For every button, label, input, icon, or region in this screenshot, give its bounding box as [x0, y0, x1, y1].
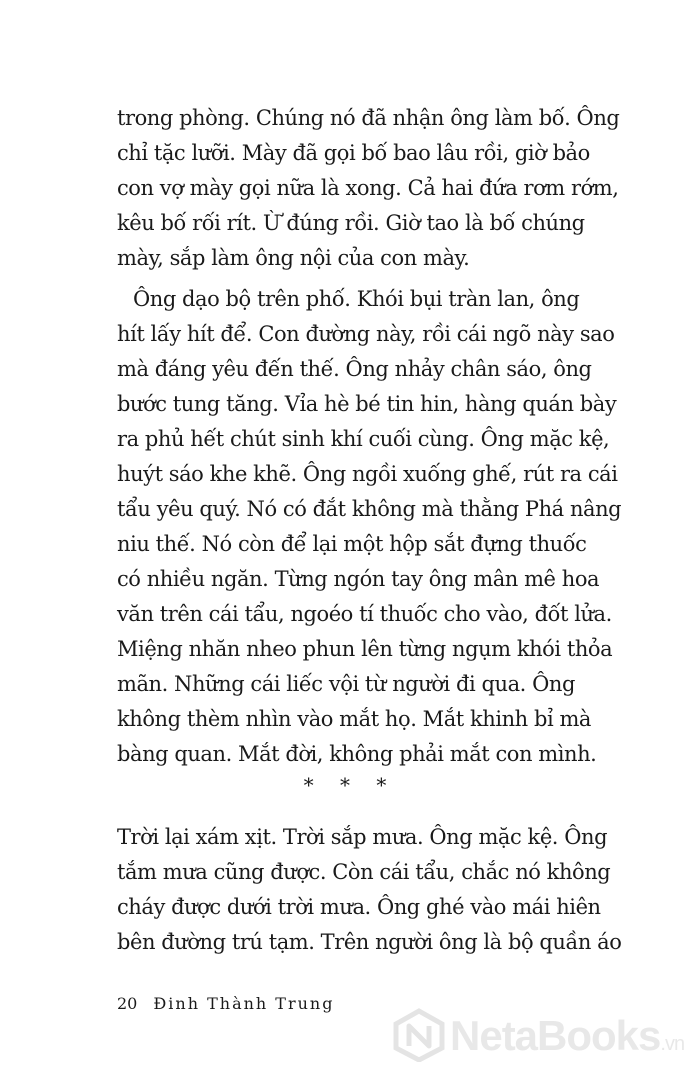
text-line: niu thế. Nó còn để lại một hộp sắt đựng thuốc	[117, 532, 587, 556]
text-line: mày, sắp làm ông nội của con mày.	[117, 246, 470, 270]
text-line: Miệng nhăn nheo phun lên từng ngụm khói thỏa	[117, 637, 613, 661]
text-line: không thèm nhìn vào mắt họ. Mắt khinh bỉ mà	[117, 707, 591, 731]
text-line: hít lấy hít để. Con đường này, rồi cái ngõ này sao	[117, 322, 615, 346]
text-line: huýt sáo khe khẽ. Ông ngồi xuống ghế, rút ra cái	[117, 462, 618, 486]
text-line: con vợ mày gọi nữa là xong. Cả hai đứa rơm rớm,	[117, 176, 619, 200]
netabooks-logo-icon	[392, 1008, 446, 1062]
text-line: Trời lại xám xịt. Trời sắp mưa. Ông mặc kệ. Ông	[117, 825, 608, 849]
text-line: chỉ tặc lưỡi. Mày đã gọi bố bao lâu rồi, giờ bảo	[117, 141, 590, 165]
text-line: tẩu yêu quý. Nó có đắt không mà thằng Phá nâng	[117, 497, 622, 521]
page-number: 20	[117, 994, 138, 1013]
watermark-text: NetaBooks.vn	[450, 1012, 685, 1059]
watermark	[392, 1006, 692, 1066]
text-line: tắm mưa cũng được. Còn cái tẩu, chắc nó không	[117, 860, 611, 884]
text-line: bàng quan. Mắt đời, không phải mắt con mình.	[117, 742, 597, 766]
text-line: có nhiều ngăn. Từng ngón tay ông mân mê hoa	[117, 567, 600, 591]
text-line: ra phủ hết chút sinh khí cuối cùng. Ông mặc kệ,	[117, 427, 610, 451]
text-line: bên đường trú tạm. Trên người ông là bộ quần áo	[117, 930, 622, 954]
text-line: mãn. Những cái liếc vội từ người đi qua. Ông	[117, 672, 575, 696]
text-line: mà đáng yêu đến thế. Ông nhảy chân sáo, ông	[117, 357, 592, 381]
text-line: trong phòng. Chúng nó đã nhận ông làm bố. Ông	[117, 106, 620, 130]
section-break: * * *	[303, 773, 397, 797]
text-line: Ông dạo bộ trên phố. Khói bụi tràn lan, ông	[133, 287, 580, 311]
text-line: kêu bố rối rít. Ừ đúng rồi. Giờ tao là bố chúng	[117, 211, 585, 235]
text-line: bước tung tăng. Vỉa hè bé tin hin, hàng quán bày	[117, 392, 617, 416]
text-line: văn trên cái tẩu, ngoéo tí thuốc cho vào, đốt lửa.	[117, 602, 612, 626]
text-line: cháy được dưới trời mưa. Ông ghé vào mái hiên	[117, 895, 601, 919]
page-footer	[117, 994, 334, 1014]
author-name: Đinh Thành Trung	[153, 994, 335, 1013]
